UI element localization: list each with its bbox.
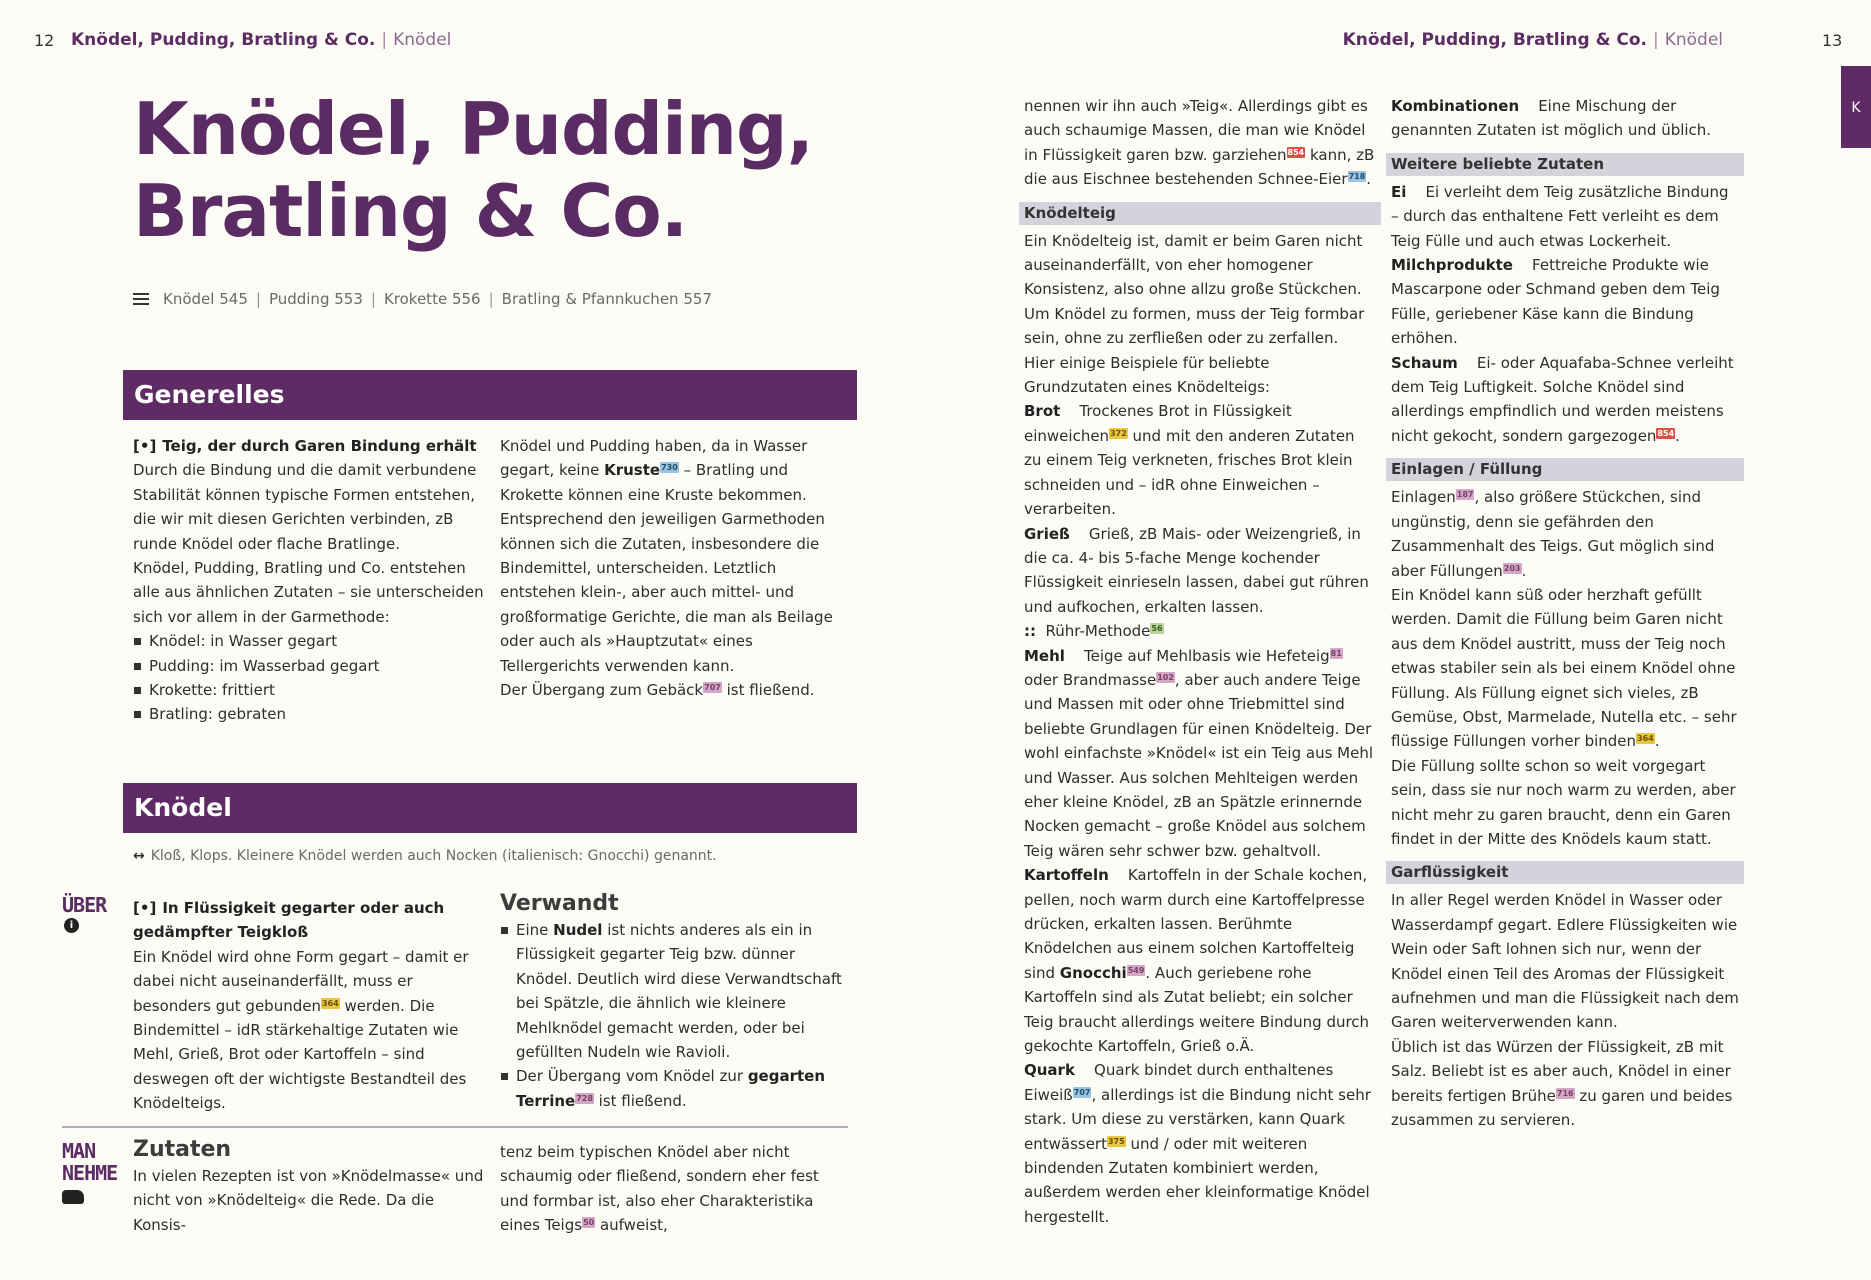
paragraph: Entsprechend den jeweiligen Garmethoden können sich die Zutaten, insbesondere die Bindemittel, unterscheiden. Letztlich entstehen klein-, aber auch mittel- und großformatige Gerichte, die man als Beilage oder auch als »Hauptzutat« eines Tellergerichts verwenden kann. [500, 510, 833, 675]
paragraph: Ein Knödel wird ohne Form gegart – damit er dabei nicht auseinanderfällt, muss er besonders gut gebunden364 werden. Die Bindemittel – idR stärkehaltige Zutaten wie Mehl, Grieß, Brot oder Kartoffeln – sind deswegen oft der wichtigste Bestandteil des Knödelteigs. [133, 947, 469, 1113]
crossref-link[interactable]: Krokette 556 [383, 290, 481, 308]
paragraph: Grieß Grieß, zB Mais- oder Weizengrieß, in die ca. 4- bis 5-fache Menge kochender Flüssigkeit einrieseln lassen, dabei gut rühren und aufkochen, erkalten lassen. [1024, 524, 1369, 616]
generelles-column-2 [500, 434, 852, 702]
list-item: Eine Nudel ist nichts anderes als ein in Flüssigkeit gegarter Teig bzw. dünner Knödel. Deutlich wird diese Verwandtschaft bei Spätzle, die ähnlich wie kleinere Mehlknödel gemacht werden, oder bei gefüllten Nudeln wie Ravioli. [500, 918, 852, 1064]
knoedel-definition [133, 896, 485, 1116]
page-ref-badge[interactable]: 203 [1503, 563, 1521, 573]
page-ref-badge[interactable]: 707 [704, 683, 721, 693]
page-ref-badge[interactable]: 102 [1157, 672, 1174, 682]
subsection-heading: Weitere beliebte Zutaten [1386, 153, 1744, 176]
paragraph: Durch die Bindung und die damit verbundene Stabilität können typische Formen entstehen, die wir mit diesen Gerichten verbinden, zB runde Knödel oder flache Bratlinge. [133, 461, 477, 553]
page-number-right: 13 [1822, 31, 1843, 50]
definition-title: [•] In Flüssigkeit gegarter oder auch gedämpfter Teigkloß [133, 899, 445, 942]
crossref-link[interactable]: Pudding 553 [268, 290, 363, 308]
page-ref-badge[interactable]: 372 [1110, 428, 1127, 438]
zutaten-heading: Zutaten [133, 1137, 232, 1162]
verwandt-list [500, 918, 852, 1113]
page-ref-badge[interactable]: 718 [1348, 172, 1366, 182]
page-ref-badge[interactable]: 707 [1073, 1087, 1091, 1097]
running-header-right [1343, 30, 1723, 50]
section-banner-knoedel: Knödel [123, 783, 857, 833]
header-subtitle: Knödel [393, 30, 452, 50]
margin-label-man-nehme: MAN NEHME [62, 1139, 118, 1185]
cross-reference-bar: Knödel 545 | Pudding 553 | Krokette 556 | Bratling & Pfannkuchen 557 [133, 290, 712, 308]
paragraph: Knödel, Pudding, Bratling und Co. entstehen alle aus ähnlichen Zutaten – sie unterscheiden sich vor allem in der Garmethode: [133, 559, 484, 626]
paragraph: Brot Trockenes Brot in Flüssigkeit einweichen372 und mit den anderen Zutaten zu einem Teig verkneten, frisches Brot klein schneiden und – idR ohne Einweichen – verarbeiten. [1024, 402, 1355, 519]
paragraph: nennen wir ihn auch »Teig«. Allerdings gibt es auch schaumige Massen, die man wie Knödel in Flüssigkeit garen bzw. garziehen854 kann, zB die aus Eischnee bestehenden Schnee-Eier718. [1024, 97, 1375, 189]
list-item: Knödel: in Wasser gegart [133, 629, 485, 653]
list-item: Krokette: frittiert [133, 678, 485, 702]
section-banner-generelles: Generelles [123, 370, 857, 420]
paragraph: Üblich ist das Würzen der Flüssigkeit, zB mit Salz. Beliebt ist es aber auch, Knödel in einer bereits fertigen Brühe716 zu garen und beides zusammen zu servieren. [1391, 1037, 1733, 1130]
zutaten-column-1 [133, 1136, 485, 1237]
definition-title: [•] Teig, der durch Garen Bindung erhält [133, 437, 477, 455]
section-divider [62, 1126, 848, 1128]
paragraph: Quark Quark bindet durch enthaltenes Eiweiß707, allerdings ist die Bindung nicht sehr stark. Um diese zu verstärken, kann Quark entwässert375 und / oder mit weiteren bindenden Zutaten kombiniert werden, außerdem werden eher kleinformatige Knödel hergestellt. [1024, 1061, 1371, 1226]
header-separator: | [1652, 30, 1659, 50]
paragraph: Ein Knödel kann süß oder herzhaft gefüllt werden. Damit die Füllung beim Garen nicht aus dem Knödel austritt, muss der Teig noch etwas stabiler sein als bei einem Knödel ohne Füllung. Als Füllung eignet sich vieles, zB Gemüse, Obst, Marmelade, Nutella etc. – sehr flüssige Füllungen vorher binden364. [1391, 585, 1737, 751]
hand-icon [62, 1190, 84, 1204]
crossref-link[interactable]: Bratling & Pfannkuchen 557 [501, 290, 712, 308]
zutaten-column-2 [500, 1140, 852, 1238]
crossref-link[interactable]: Knödel 545 [163, 290, 248, 308]
synonym-line: ↔ Kloß, Klops. Kleinere Knödel werden auch Nocken (italienisch: Gnocchi) genannt. [133, 848, 717, 864]
paragraph: In aller Regel werden Knödel in Wasser oder Wasserdampf gegart. Edlere Flüssigkeiten wie Wein oder Saft lohnen sich nur, wenn der Knödel einen Teil des Aromas der Flüssigkeit aufnehmen und man die Flüssigkeit nach dem Garen weiterverwenden kann. [1391, 891, 1739, 1032]
page-ref-badge[interactable]: 375 [1107, 1136, 1125, 1146]
header-title: Knödel, Pudding, Bratling & Co. [1342, 30, 1647, 50]
subsection-heading: Knödelteig [1019, 202, 1381, 225]
paragraph: tenz beim typischen Knödel aber nicht schaumig oder fließend, sondern eher fest und formbar ist, also eher Charakteristika eines Teigs50 aufweist, [500, 1143, 819, 1235]
paragraph: Kartoffeln Kartoffeln in der Schale kochen, pellen, noch warm durch eine Kartoffelpresse drücken, erkalten lassen. Berühmte Knödelchen aus einem solchen Kartoffelteig sind Gnocchi549. Auch geriebene rohe Kartoffeln sind als Zutat beliebt; ein solcher Teig braucht allerdings weitere Bindung durch gekochte Kartoffeln, Grieß o.Ä. [1024, 866, 1370, 1056]
header-title: Knödel, Pudding, Bratling & Co. [71, 30, 376, 50]
page-ref-badge[interactable]: 364 [1637, 734, 1654, 744]
page-ref-badge[interactable]: 854 [1287, 147, 1305, 157]
paragraph: Der Übergang zum Gebäck707 ist fließend. [500, 681, 815, 700]
page-ref-badge[interactable]: 716 [1556, 1088, 1574, 1098]
garmethode-list [133, 629, 485, 727]
list-item: Pudding: im Wasserbad gegart [133, 654, 485, 678]
paragraph: In vielen Rezepten ist von »Knödelmasse« und nicht von »Knödelteig« die Rede. Da die Konsis- [133, 1167, 484, 1234]
right-page-column-2 [1391, 94, 1739, 1132]
list-item: Der Übergang vom Knödel zur gegarten Terrine728 ist fließend. [500, 1064, 852, 1113]
chapter-title-line: Knödel, Pudding, [133, 87, 813, 171]
page-ref-badge[interactable]: 50 [583, 1218, 595, 1228]
page-ref-badge[interactable]: 364 [321, 998, 339, 1008]
paragraph: Hier einige Beispiele für beliebte Grundzutaten eines Knödelteigs: [1024, 353, 1270, 397]
page-ref-badge[interactable]: 549 [1127, 965, 1145, 975]
generelles-column-1 [133, 434, 485, 727]
info-icon: i [64, 918, 79, 933]
right-page-column-1 [1024, 94, 1376, 1229]
header-separator: | [381, 30, 388, 50]
verwandt-column [500, 890, 852, 1113]
page-ref-badge[interactable]: 730 [661, 463, 678, 473]
paragraph: Kombinationen Eine Mischung der genannten Zutaten ist möglich und üblich. [1391, 97, 1712, 140]
paragraph: Die Füllung sollte schon so weit vorgegart sein, dass sie nur noch warm zu werden, aber nicht mehr zu garen braucht, denn ein Garen findet in der Mitte des Knödels kaum statt. [1391, 756, 1736, 848]
paragraph: Einlagen187, also größere Stückchen, sind ungünstig, denn sie gefährden den Zusammenhalt des Teigs. Gut möglich sind aber Füllungen203. [1391, 488, 1715, 580]
paragraph: Ei Ei verleiht dem Teig zusätzliche Bindung – durch das enthaltene Fett verleiht es dem Teig Fülle und auch etwas Lockerheit. [1391, 182, 1729, 250]
page-ref-badge[interactable]: 187 [1456, 490, 1474, 500]
page-ref-badge[interactable]: 854 [1657, 428, 1675, 438]
list-item: Bratling: gebraten [133, 702, 485, 726]
page-ref-badge[interactable]: 728 [576, 1093, 593, 1103]
subsection-heading: Einlagen / Füllung [1386, 458, 1744, 481]
margin-label-ueber: ÜBER [62, 893, 107, 917]
paragraph: Schaum Ei- oder Aquafaba-Schnee verleiht dem Teig Luftigkeit. Solche Knödel sind allerdings empfindlich und werden meistens nicht gekocht, sondern gargezogen854. [1391, 353, 1734, 445]
paragraph: Milchprodukte Fettreiche Produkte wie Mascarpone oder Schmand geben dem Teig Fülle, geriebener Käse kann die Bindung erhöhen. [1391, 256, 1720, 348]
paragraph: :: Rühr-Methode56 [1024, 622, 1163, 641]
arrows-icon: ↔ [133, 848, 145, 864]
verwandt-heading: Verwandt [500, 891, 619, 916]
subsection-heading: Garflüssigkeit [1386, 861, 1744, 884]
header-subtitle: Knödel [1664, 30, 1723, 50]
list-icon [133, 293, 149, 305]
dots-icon: :: [1024, 622, 1036, 641]
page-ref-badge[interactable]: 56 [1151, 624, 1163, 634]
paragraph: Mehl Teige auf Mehlbasis wie Hefeteig81 oder Brandmasse102, aber auch andere Teige und Massen mit oder ohne Triebmittel sind beliebte Grundlagen für einen Knödelteig. Der wohl einfachste »Knödel« ist ein Teig aus Mehl und Wasser. Aus solchen Mehlteigen werden eher kleine Knödel, zB an Spätzle erinnernde Nocken gemacht – große Knödel aus solchem Teig wären sehr schwer bzw. gehaltvoll. [1024, 646, 1373, 860]
running-header-left [71, 30, 451, 50]
chapter-title-line: Bratling & Co. [133, 169, 688, 253]
chapter-title [133, 88, 813, 252]
paragraph: Ein Knödelteig ist, damit er beim Garen nicht auseinanderfällt, von eher homogener Konsistenz, also ohne allzu große Stückchen. Um Knödel zu formen, muss der Teig formbar sein, ohne zu zerfließen oder zu zerfallen. [1024, 231, 1365, 348]
page-number-left: 12 [34, 31, 55, 50]
thumb-index-tab[interactable]: K [1841, 66, 1871, 148]
page-ref-badge[interactable]: 81 [1330, 648, 1342, 658]
paragraph: Knödel und Pudding haben, da in Wasser gegart, keine Kruste730 – Bratling und Krokette können eine Kruste bekommen. [500, 437, 808, 504]
